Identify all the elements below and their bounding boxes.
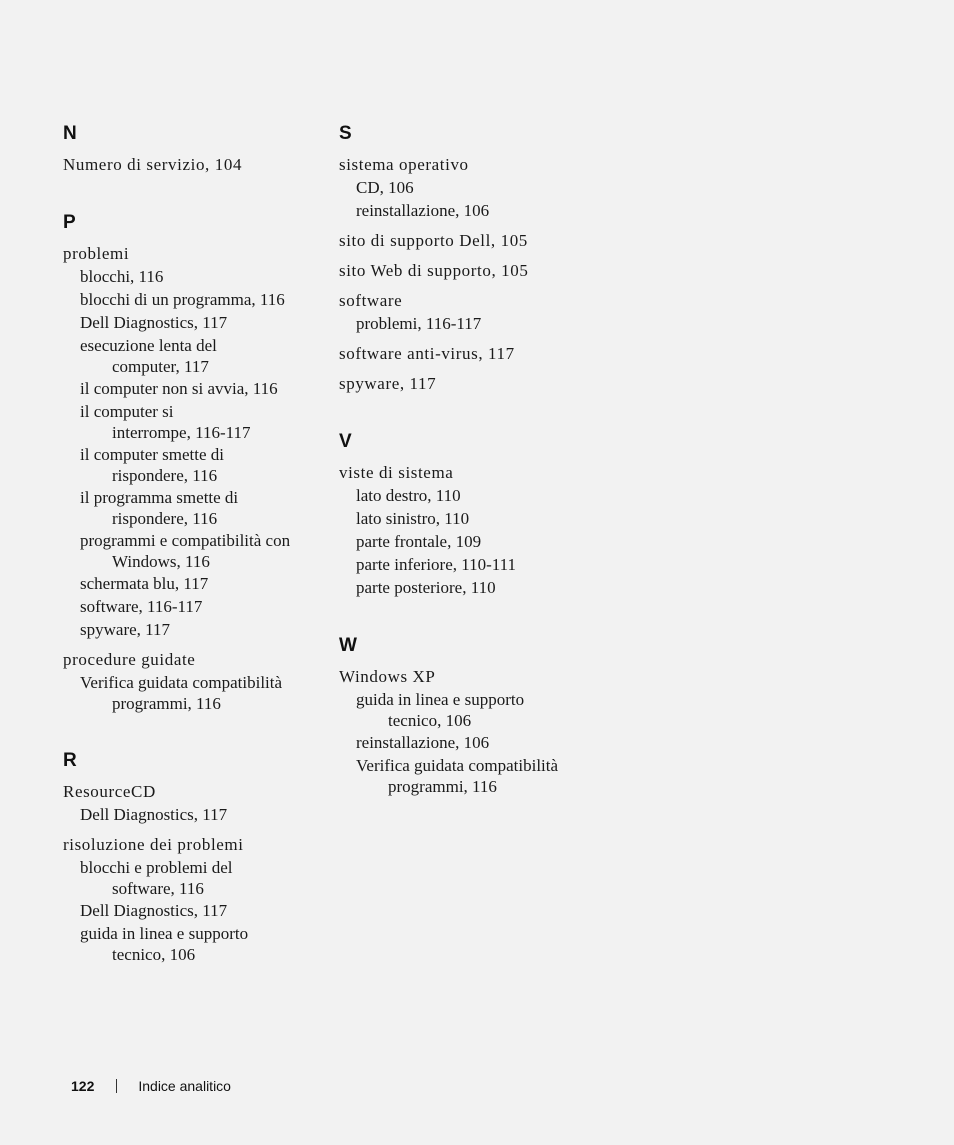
subentry-text: Verifica guidata compatibilità xyxy=(356,756,559,775)
index-subentry xyxy=(63,334,323,377)
subentry-text: parte frontale, 109 xyxy=(356,532,482,551)
subentry-continuation: software, 116 xyxy=(112,879,204,898)
subentry-continuation: computer, 117 xyxy=(112,357,209,376)
subentry-continuation: interrompe, 116-117 xyxy=(112,423,251,442)
section-letter: V xyxy=(339,431,352,452)
index-section-w xyxy=(339,635,599,797)
index-subentry xyxy=(63,671,323,714)
index-subentry xyxy=(63,856,323,899)
subentry-continuation: tecnico, 106 xyxy=(388,711,472,730)
index-entry xyxy=(339,342,599,365)
section-letter: R xyxy=(63,750,77,771)
subentry-text: software, 116-117 xyxy=(80,597,203,616)
index-subentry xyxy=(339,176,599,199)
index-main-term: software xyxy=(339,291,403,310)
subentry-text: Verifica guidata compatibilità xyxy=(80,673,283,692)
subentry-text: spyware, 117 xyxy=(80,620,171,639)
subentry-text: lato sinistro, 110 xyxy=(356,509,470,528)
subentry-text: CD, 106 xyxy=(356,178,414,197)
index-entry xyxy=(63,833,323,965)
index-main-term: ResourceCD xyxy=(63,782,156,801)
section-letter: P xyxy=(63,212,76,233)
subentry-continuation: rispondere, 116 xyxy=(112,509,218,528)
index-subentry xyxy=(63,288,323,311)
index-subentry xyxy=(63,803,323,826)
index-subentry xyxy=(339,576,599,599)
index-subentry xyxy=(63,400,323,443)
index-entry xyxy=(63,242,323,641)
index-entry xyxy=(339,259,599,282)
section-letter: S xyxy=(339,123,352,144)
subentry-text: parte inferiore, 110-111 xyxy=(356,555,517,574)
index-subentry xyxy=(63,529,323,572)
index-subentry xyxy=(339,688,599,731)
subentry-continuation: programmi, 116 xyxy=(388,777,497,796)
index-subentry xyxy=(63,618,323,641)
subentry-text: guida in linea e supporto xyxy=(356,690,525,709)
index-subentry xyxy=(63,443,323,486)
index-column-right xyxy=(339,123,599,804)
index-subentry xyxy=(63,595,323,618)
index-entry xyxy=(63,648,323,714)
footer-divider xyxy=(116,1079,117,1093)
subentry-text: schermata blu, 117 xyxy=(80,574,209,593)
index-subentry xyxy=(339,754,599,797)
index-main-term: risoluzione dei problemi xyxy=(63,835,244,854)
index-subentry xyxy=(63,899,323,922)
index-section-r xyxy=(63,750,323,965)
index-entry xyxy=(63,780,323,826)
subentry-text: il programma smette di xyxy=(80,488,239,507)
index-subentry xyxy=(63,311,323,334)
index-main-term: Windows XP xyxy=(339,667,436,686)
subentry-text: esecuzione lenta del xyxy=(80,336,217,355)
index-main-term: software anti-virus, 117 xyxy=(339,344,515,363)
subentry-continuation: rispondere, 116 xyxy=(112,466,218,485)
index-main-term: sistema operativo xyxy=(339,155,469,174)
subentry-text: reinstallazione, 106 xyxy=(356,201,490,220)
index-subentry xyxy=(63,265,323,288)
index-subentry xyxy=(339,553,599,576)
index-column-left xyxy=(63,123,323,972)
index-main-term: sito Web di supporto, 105 xyxy=(339,261,529,280)
index-section-p xyxy=(63,212,323,714)
index-entry xyxy=(339,665,599,797)
index-main-term: viste di sistema xyxy=(339,463,454,482)
index-entry xyxy=(339,153,599,222)
index-main-term: Numero di servizio, 104 xyxy=(63,155,243,174)
index-main-term: spyware, 117 xyxy=(339,374,437,393)
section-letter: W xyxy=(339,635,357,656)
subentry-text: reinstallazione, 106 xyxy=(356,733,490,752)
index-entry xyxy=(339,372,599,395)
subentry-text: Dell Diagnostics, 117 xyxy=(80,901,228,920)
subentry-text: Dell Diagnostics, 117 xyxy=(80,805,228,824)
subentry-text: Dell Diagnostics, 117 xyxy=(80,313,228,332)
subentry-text: problemi, 116-117 xyxy=(356,314,482,333)
subentry-text: il computer smette di xyxy=(80,445,224,464)
index-section-s xyxy=(339,123,599,395)
index-subentry xyxy=(339,731,599,754)
index-subentry xyxy=(339,312,599,335)
section-letter: N xyxy=(63,123,77,144)
subentry-continuation: programmi, 116 xyxy=(112,694,221,713)
index-main-term: procedure guidate xyxy=(63,650,196,669)
subentry-text: blocchi di un programma, 116 xyxy=(80,290,285,309)
subentry-text: blocchi e problemi del xyxy=(80,858,233,877)
index-section-v xyxy=(339,431,599,599)
index-subentry xyxy=(339,199,599,222)
index-main-term: sito di supporto Dell, 105 xyxy=(339,231,528,250)
subentry-text: parte posteriore, 110 xyxy=(356,578,496,597)
index-entry xyxy=(339,289,599,335)
subentry-continuation: tecnico, 106 xyxy=(112,945,196,964)
index-subentry xyxy=(339,507,599,530)
index-subentry xyxy=(63,377,323,400)
subentry-text: lato destro, 110 xyxy=(356,486,461,505)
subentry-text: il computer non si avvia, 116 xyxy=(80,379,278,398)
index-subentry xyxy=(339,530,599,553)
page-footer xyxy=(71,1077,231,1095)
index-subentry xyxy=(63,572,323,595)
subentry-text: guida in linea e supporto xyxy=(80,924,249,943)
index-main-term: problemi xyxy=(63,244,130,263)
index-entry xyxy=(339,461,599,599)
page-number: 122 xyxy=(71,1078,95,1094)
subentry-continuation: Windows, 116 xyxy=(112,552,210,571)
index-entry xyxy=(339,229,599,252)
subentry-text: il computer si xyxy=(80,402,174,421)
index-subentry xyxy=(63,922,323,965)
index-entry xyxy=(63,153,323,176)
index-subentry xyxy=(339,484,599,507)
subentry-text: programmi e compatibilità con xyxy=(80,531,291,550)
index-subentry xyxy=(63,486,323,529)
subentry-text: blocchi, 116 xyxy=(80,267,164,286)
section-title: Indice analitico xyxy=(138,1078,231,1094)
index-section-n xyxy=(63,123,323,176)
